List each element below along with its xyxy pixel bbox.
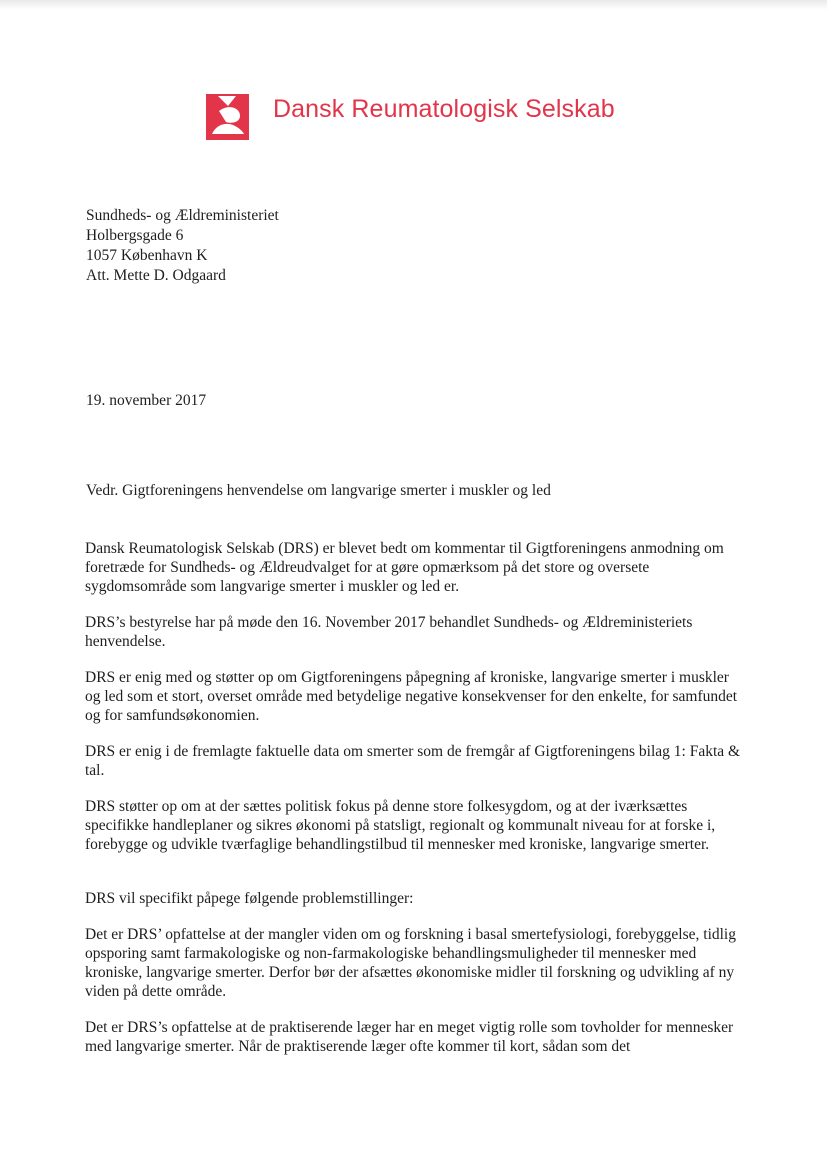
paragraph: Det er DRS’s opfattelse at de praktiserende læger har en meget vigtig rolle som tovholder for mennesker med langvarige smerter. Når de praktiserende læger ofte kommer til kort, sådan som det: [85, 1019, 734, 1055]
address-line: Att. Mette D. Odgaard: [86, 267, 226, 284]
drs-logo-mark: [206, 94, 249, 140]
address-line: 1057 København K: [86, 247, 208, 264]
paragraph: DRS er enig i de fremlagte faktuelle data om smerter som de fremgår af Gigtforeningens bilag 1: Fakta & tal.: [85, 743, 741, 779]
logo: [206, 94, 249, 140]
paragraph: Det er DRS’ opfattelse at der mangler viden om og forskning i basal smertefysiologi, forebyggelse, tidlig opsporing samt farmakologiske og non-farmakologiske behandlingsmuligheder til mennesker med kroniske, langvarige smerter. Derfor bør der afsættes økonomiske midler til forskning og udvikling af ny viden på dette område.: [85, 926, 736, 1000]
address-line: Sundheds- og Ældreministeriet: [86, 207, 279, 224]
paragraph: DRS støtter op om at der sættes politisk fokus på denne store folkesygdom, og at der iværksættes specifikke handleplaner og sikres økonomi på statsligt, regionalt og kommunalt niveau for at forske i, forebygge og udvikle tværfaglige behandlingstilbud til mennesker med kroniske, langvarige smerter.: [85, 798, 716, 853]
letter-subject: Vedr. Gigtforeningens henvendelse om langvarige smerter i muskler og led: [86, 482, 551, 499]
paragraph: DRS er enig med og støtter op om Gigtforeningens påpegning af kroniske, langvarige smerter i muskler og led som et stort, overset område med betydelige negative konsekvenser for den enkelte, for samfundet og for samfundsøkonomien.: [85, 669, 738, 724]
organization-name: Dansk Reumatologisk Selskab: [273, 95, 615, 123]
letter-date: 19. november 2017: [86, 392, 207, 409]
paragraph: Dansk Reumatologisk Selskab (DRS) er blevet bedt om kommentar til Gigtforeningens anmodning om foretræde for Sundheds- og Ældreudvalget for at gøre opmærksom på det store og oversete sygdomsområde som langvarige smerter i muskler og led er.: [85, 540, 724, 595]
address-line: Holbergsgade 6: [86, 227, 184, 244]
paragraph: DRS’s bestyrelse har på møde den 16. November 2017 behandlet Sundheds- og Ældreministeriets henvendelse.: [85, 614, 693, 650]
paragraph: DRS vil specifikt påpege følgende problemstillinger:: [85, 890, 414, 907]
scan-edge: [0, 0, 827, 10]
recipient-address: [86, 206, 279, 286]
